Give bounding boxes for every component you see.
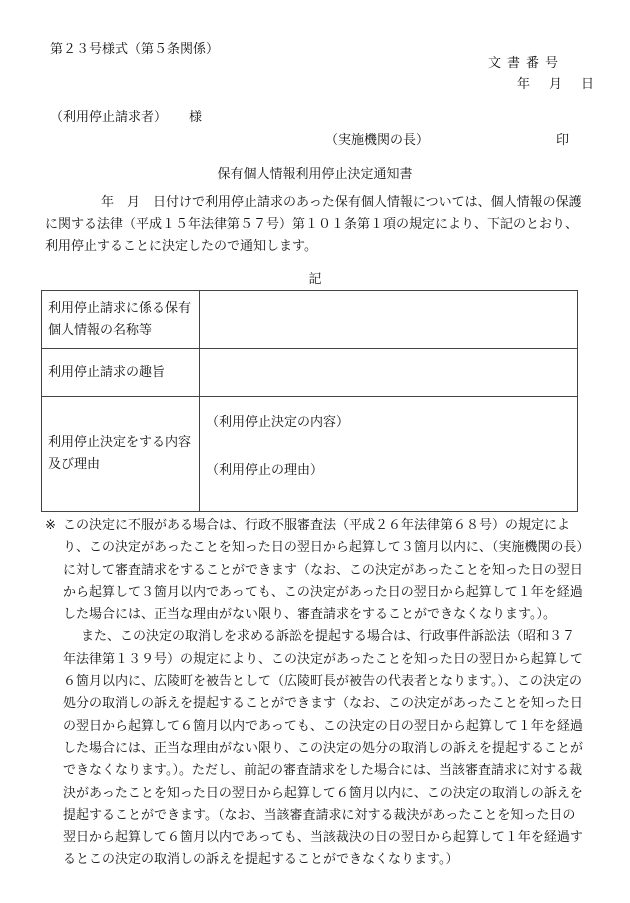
decision-reason-label: （利用停止の理由） <box>206 463 324 478</box>
information-table <box>41 290 578 512</box>
ki-heading: 記 <box>308 272 322 287</box>
document-title: 保有個人情報利用停止決定通知書 <box>217 167 413 182</box>
table-row <box>42 349 578 397</box>
seal-mark: 印 <box>556 133 570 148</box>
note-paragraph-1 <box>45 515 586 626</box>
honorific: 様 <box>189 110 203 125</box>
form-number: 第２３号様式（第５条関係） <box>50 42 220 57</box>
document-number-label: 文書番号 <box>488 56 565 71</box>
addressee-line <box>50 106 202 125</box>
row-value-request-purpose <box>200 349 578 397</box>
body-paragraph <box>45 192 586 258</box>
row-label-info-name: 利用停止請求に係る保有個人情報の名称等 <box>42 291 200 349</box>
body-text: 年 月 日付けで利用停止請求のあった保有個人情報については、個人情報の保護に関する法律（平成１５年法律第５７号）第１０１条第１項の規定により、下記のとおり、利用停止することに決定したので通知します。 <box>45 195 582 254</box>
note-text-1: この決定に不服がある場合は、行政不服審査法（平成２６年法律第６８号）の規定により、この決定があったことを知った日の翌日から起算して３箇月以内に、（実施機関の長）に対して審査請求をすることができます（なお、この決定があったことを知った日の翌日から起算して３箇月以内であっても、この決定があった日の翌日から起算して１年を経過した場合には、正当な理由がない限り、審査請求をすることができなくなります。）。 <box>63 518 583 623</box>
note-paragraph-2: また、この決定の取消しを求める訴訟を提起する場合は、行政事件訴訟法（昭和３７年法律第１３９号）の規定により、この決定があったことを知った日の翌日から起算して６箇月以内に、広陵町を被告として（広陵町長が被告の代表者となります。）、この決定の処分の取消しの訴えを提起することができます（なお、この決定があったことを知った日の翌日から起算して６箇月以内であっても、この決定の日の翌日から起算して１年を経過した場合には、正当な理由がない限り、この決定の処分の取消しの訴えを提起することができなくなります。）。ただし、前記の審査請求をした場合には、当該審査請求に対する裁決があったことを知った日の翌日から起算して６箇月以内に、この決定の取消しの訴えを提起することができます。（なお、当該審査請求に対する裁決があったことを知った日の翌日から起算して６箇月以内であっても、当該裁決の日の翌日から起算して１年を経過するとこの決定の取消しの訴えを提起することができなくなります。） <box>63 629 584 868</box>
row-label-request-purpose: 利用停止請求の趣旨 <box>42 349 200 397</box>
table-row <box>42 291 578 349</box>
issuer-label: （実施機関の長） <box>325 133 430 148</box>
addressee-label: （利用停止請求者） <box>50 110 168 125</box>
document-date-label: 年 月 日 <box>517 77 598 92</box>
note-section <box>45 515 586 872</box>
table-row <box>42 397 578 512</box>
decision-content-label: （利用停止決定の内容） <box>206 415 350 430</box>
row-value-decision <box>200 397 578 512</box>
note-mark: ※ <box>45 518 56 533</box>
row-label-decision: 利用停止決定をする内容及び理由 <box>42 397 200 512</box>
row-value-info-name <box>200 291 578 349</box>
